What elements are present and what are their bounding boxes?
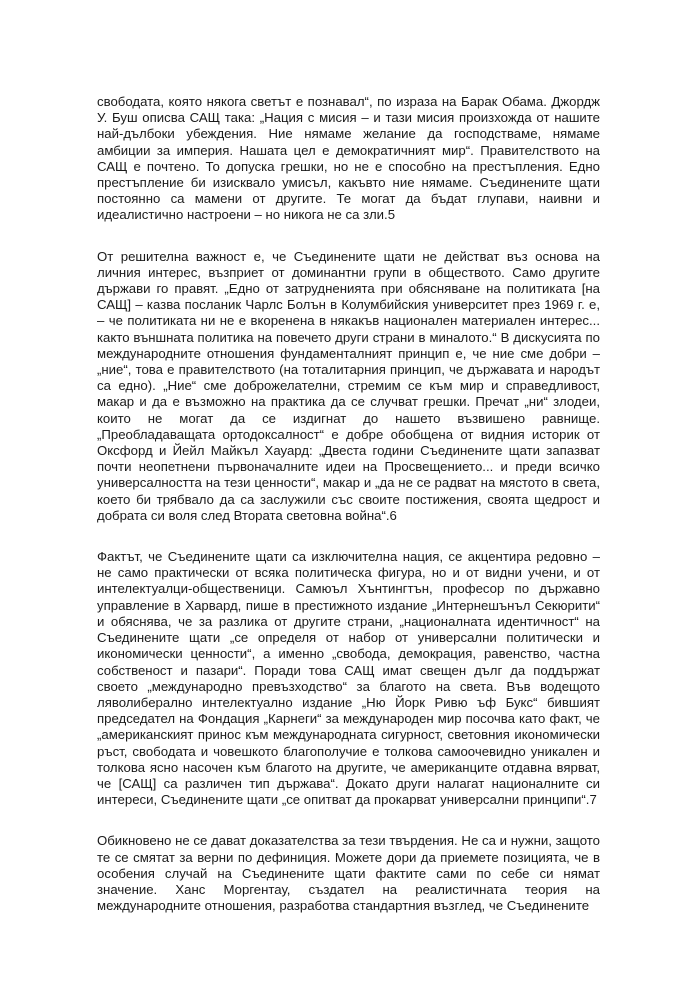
paragraph-2: От решителна важност е, че Съединените щати не действат въз основа на личния интерес, възприет от доминантни групи в обществото. Само другите държави го правят. „Едно от затрудненията при обясняване на политиката [на САЩ] – казва посланик Чарлс Болън в Колумбийския университет през 1969 г. е, – че политиката ни не е вкоренена в някакъв национален материален интерес... както външната политика на повечето други страни в миналото.“ В дискусията по международните отношения фундаменталният принцип е, че ние сме добри – „ние“, това е правителството (на тоталитарния принцип, че държавата и народът са едно). „Ние“ сме доброжелателни, стремим се към мир и справедливост, макар и да е възможно на практика да се случват грешки. Пречат „ни“ злодеи, които не могат да се издигнат до нашето възвишено равнище. „Преобладаващата ортодоксалност“ е добре обобщена от видния историк от Оксфорд и Йейл Майкъл Хауард: „Двеста години Съединените щати запазват почти неопетнени първоначалните идеи на Просвещението... и преди всичко универсалността на тези ценности“, макар и „да не се радват на мястото в света, което би трябвало да са заслужили със своите постижения, своята щедрост и добрата си воля след Втората световна война“.6	[97, 248, 600, 523]
paragraph-1: свободата, която някога светът е познавал“, по израза на Барак Обама. Джордж У. Буш описва САЩ така: „Нация с мисия – и тази мисия произхожда от нашите най-дълбоки убеждения. Ние нямаме желание да господстваме, нямаме амбиции за империя. Нашата цел е демократичният мир“. Правителството на САЩ е почтено. То допуска грешки, но не е способно на престъпления. Едно престъпление би изисквало умисъл, какъвто ние нямаме. Съединените щати постоянно са мамени от другите. Те могат да бъдат глупави, наивни и идеалистично настроени – но никога не са зли.5	[97, 94, 600, 223]
body-text	[97, 94, 600, 939]
paragraph-3: Фактът, че Съединените щати са изключителна нация, се акцентира редовно – не само практически от всяка политическа фигура, но и от видни учени, и от интелектуалци-общественици. Самюъл Хънтингтън, професор по държавно управление в Харвард, пише в престижното издание „Интернешънъл Секюрити“ и обяснява, че за разлика от другите страни, „националната идентичност“ на Съединените щати „се определя от набор от универсални политически и икономически ценности“, а именно „свобода, демокрация, равенство, частна собственост и пазари“. Поради това САЩ имат свещен дълг да поддържат своето „международно превъзходство“ за благото на света. Във водещото ляволиберално интелектуално издание „Ню Йорк Ривю ъф Букс“ бившият председател на Фондация „Карнеги“ за международен мир посочва като факт, че „американският принос към международната сигурност, световния икономически ръст, свободата и човешкото благополучие е толкова самоочевидно уникален и толкова ясно насочен към благото на другите, че американците отдавна вярват, че [САЩ] са различен тип държава“. Докато други налагат националните си интереси, Съединените щати „се опитват да прокарват универсални принципи“.7	[97, 549, 600, 808]
paragraph-4: Обикновено не се дават доказателства за тези твърдения. Не са и нужни, защото те се смятат за верни по дефиниция. Можете дори да приемете позицията, че в особения случай на Съединените щати фактите сами по себе си нямат значение. Ханс Моргентау, създател на реалистичната теория на международните отношения, разработва стандартния възглед, че Съединените	[97, 833, 600, 914]
